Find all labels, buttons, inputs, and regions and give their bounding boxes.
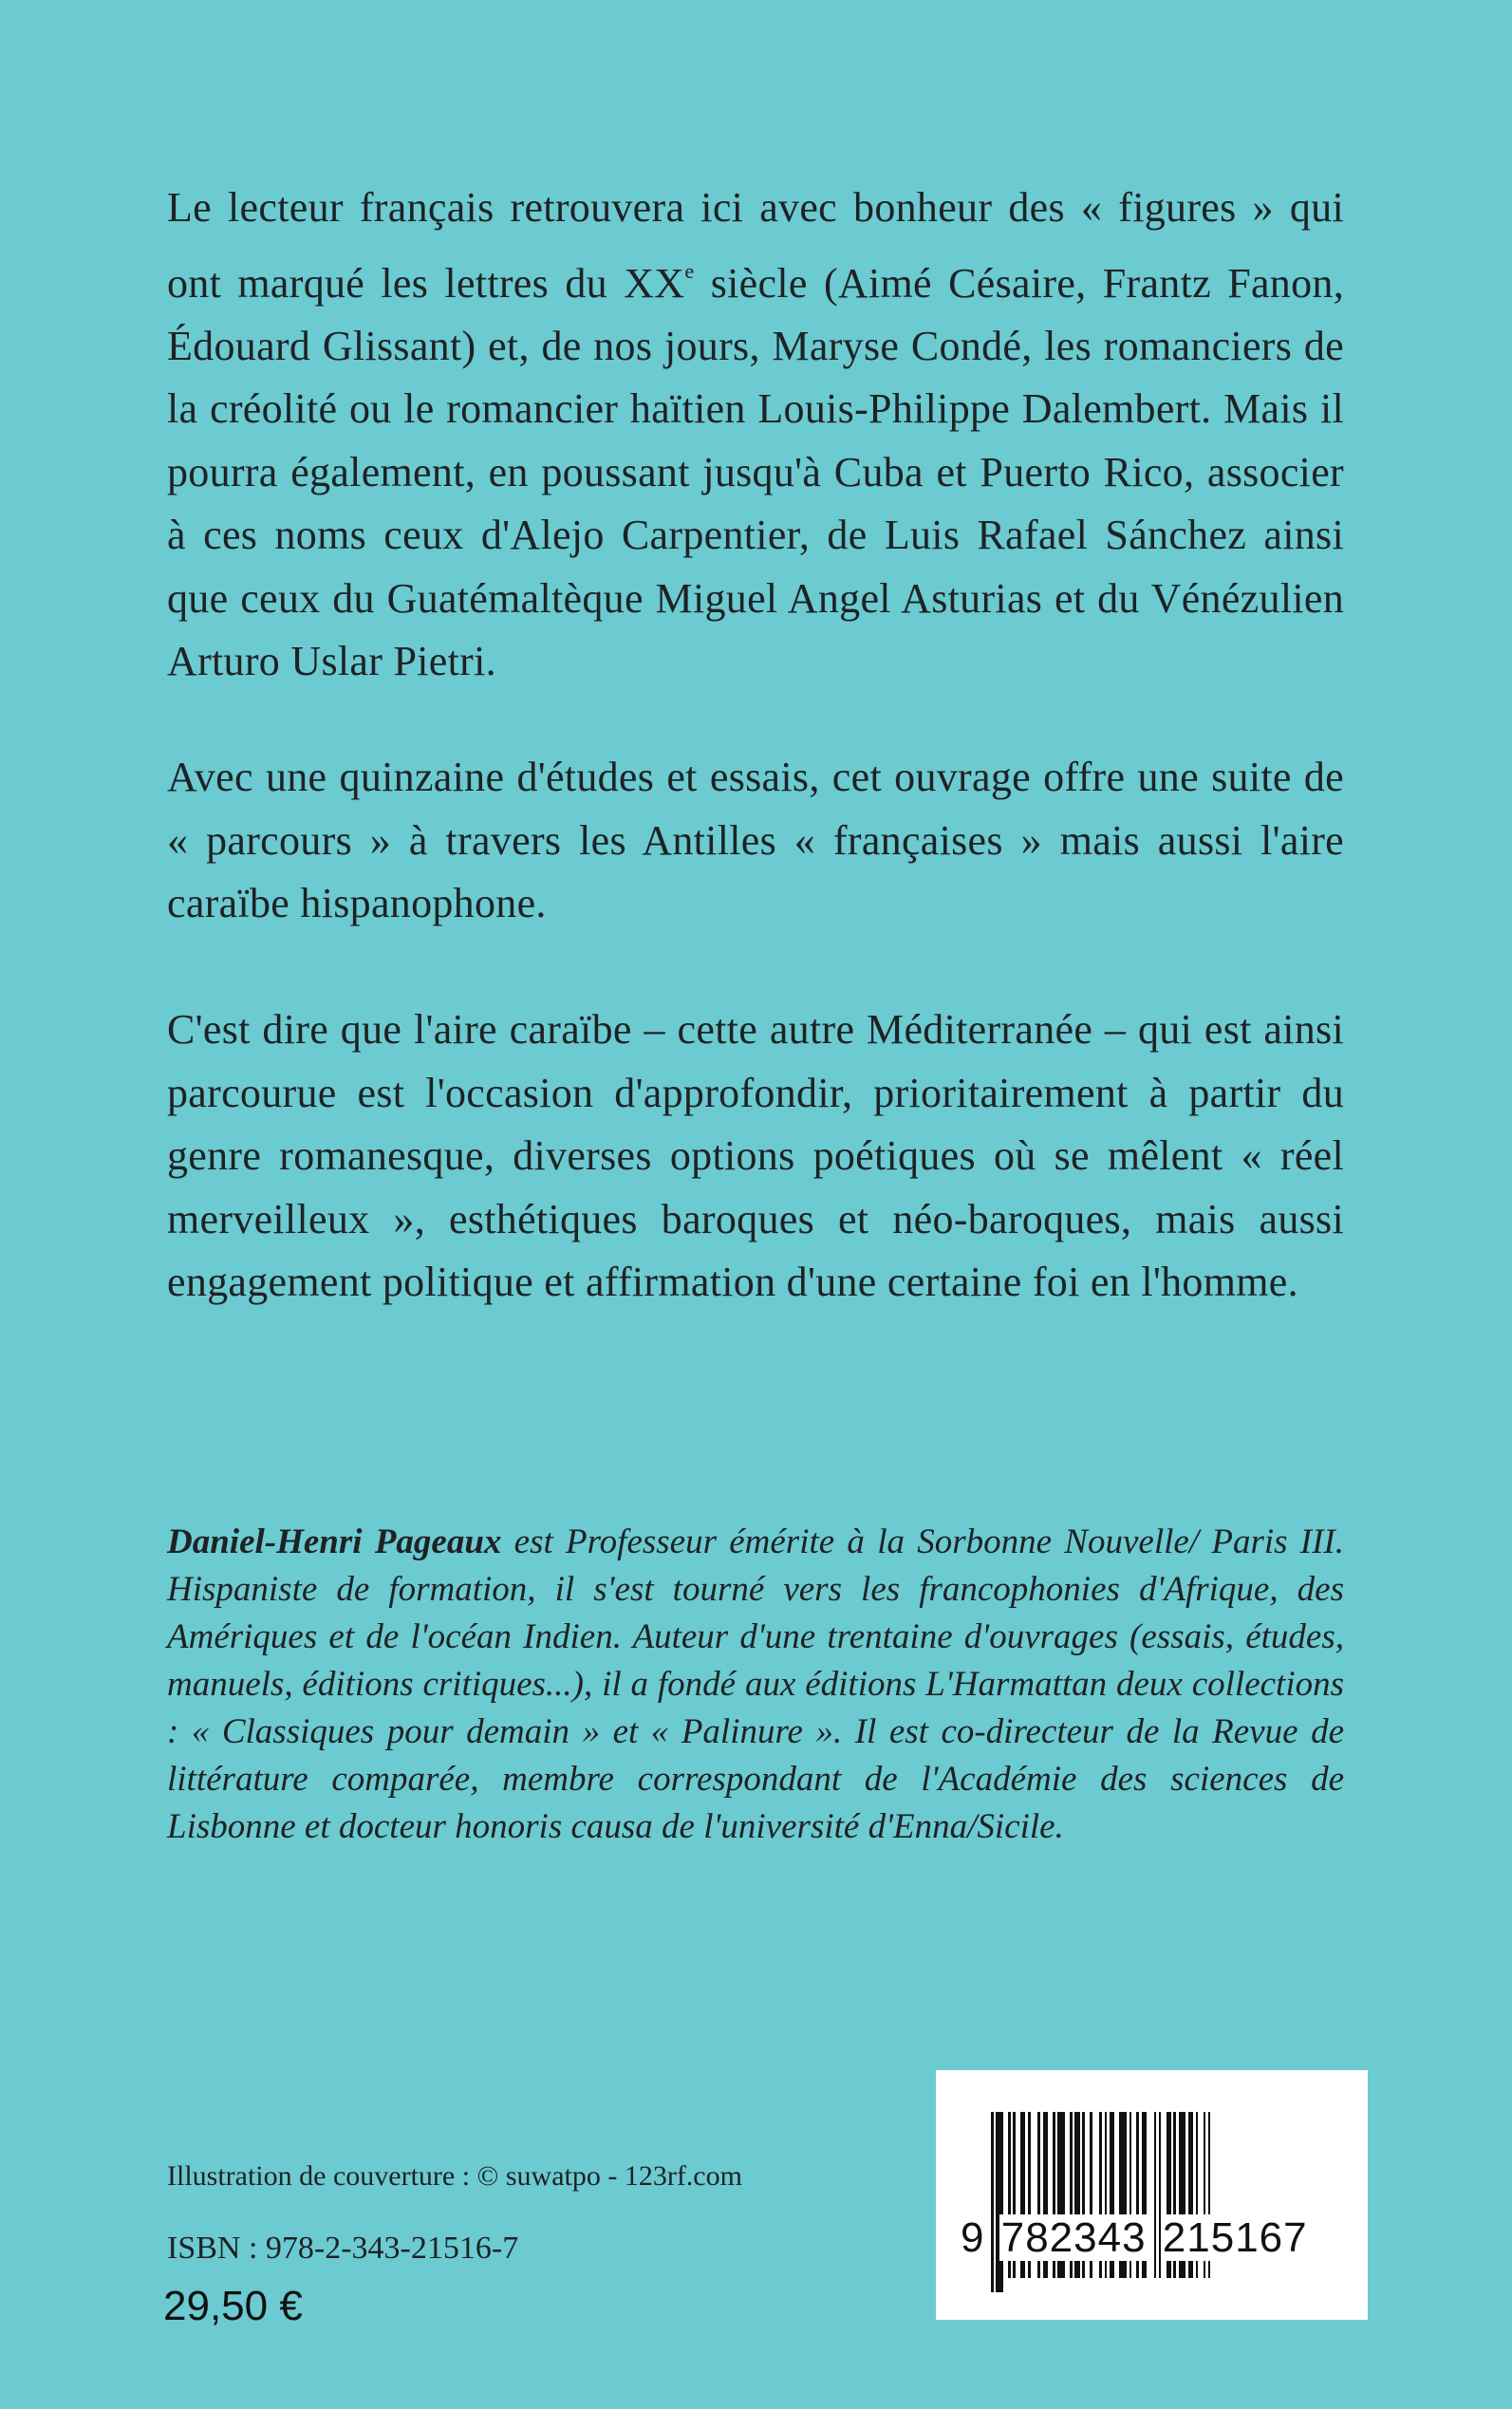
superscript: e (684, 258, 695, 283)
barcode-digits (959, 2214, 1310, 2262)
description-paragraph-3: C'est dire que l'aire caraïbe – cette autre Méditerranée – qui est ainsi parcourue est l'occasion d'approfondir, prioritairement à partir du genre romanesque, diverses options poétiques où se mêlent « réel merveilleux », esthétiques baroques et néo-baroques, mais aussi engagement politique et affirmation d'une certaine foi en l'homme. (167, 1006, 1344, 1305)
author-name: Daniel-Henri Pageaux (167, 1522, 502, 1561)
isbn: ISBN : 978-2-343-21516-7 (167, 2231, 519, 2266)
bio-text: est Professeur émérite à la Sorbonne Nouvelle/ Paris III. Hispaniste de formation, il s'est tourné vers les francophonies d'Afrique, des Amériques et de l'océan Indien. Auteur d'une trentaine d'ouvrages (essais, études, manuels, éditions critiques...), il a fondé aux éditions L'Harmattan deux collections : « Classiques pour demain » et « Palinure ». Il est co-directeur de la Revue de littérature comparée, membre correspondant de l'Académie des sciences de Lisbonne et docteur honoris causa de l'université d'Enna/Sicile. (167, 1522, 1344, 1846)
barcode-bar (991, 2112, 994, 2292)
barcode-digits-group1: 782343 (1000, 2214, 1147, 2261)
barcode (936, 2070, 1368, 2320)
barcode-bar (996, 2112, 1003, 2292)
price: 29,50 € (163, 2283, 303, 2329)
description-paragraph-2: Avec une quinzaine d'études et essais, cet ouvrage offre une suite de « parcours » à travers les Antilles « françaises » mais aussi l'aire caraïbe hispanophone. (167, 754, 1344, 926)
text: Le lecteur français retrouvera ici avec bonheur des « figures » qui ont marqué les lettres du XX (167, 184, 1344, 307)
text: siècle (Aimé Césaire, Frantz Fanon, Édouard Glissant) et, de nos jours, Maryse Condé, les romanciers de la créolité ou le romancier haïtien Louis-Philippe Dalembert. Mais il pourra également, en poussant jusqu'à Cuba et Puerto Rico, associer à ces noms ceux d'Alejo Carpentier, de Luis Rafael Sánchez ainsi que ceux du Guatémaltèque Miguel Angel Asturias et du Vénézulien Arturo Uslar Pietri. (167, 259, 1344, 685)
author-bio (167, 1519, 1344, 1851)
barcode-digit-first: 9 (961, 2214, 985, 2261)
cover-credit: Illustration de couverture : © suwatpo - 123rf.com (167, 2160, 742, 2192)
barcode-digits-group2: 215167 (1162, 2214, 1308, 2261)
description-paragraph-1 (167, 177, 1344, 694)
